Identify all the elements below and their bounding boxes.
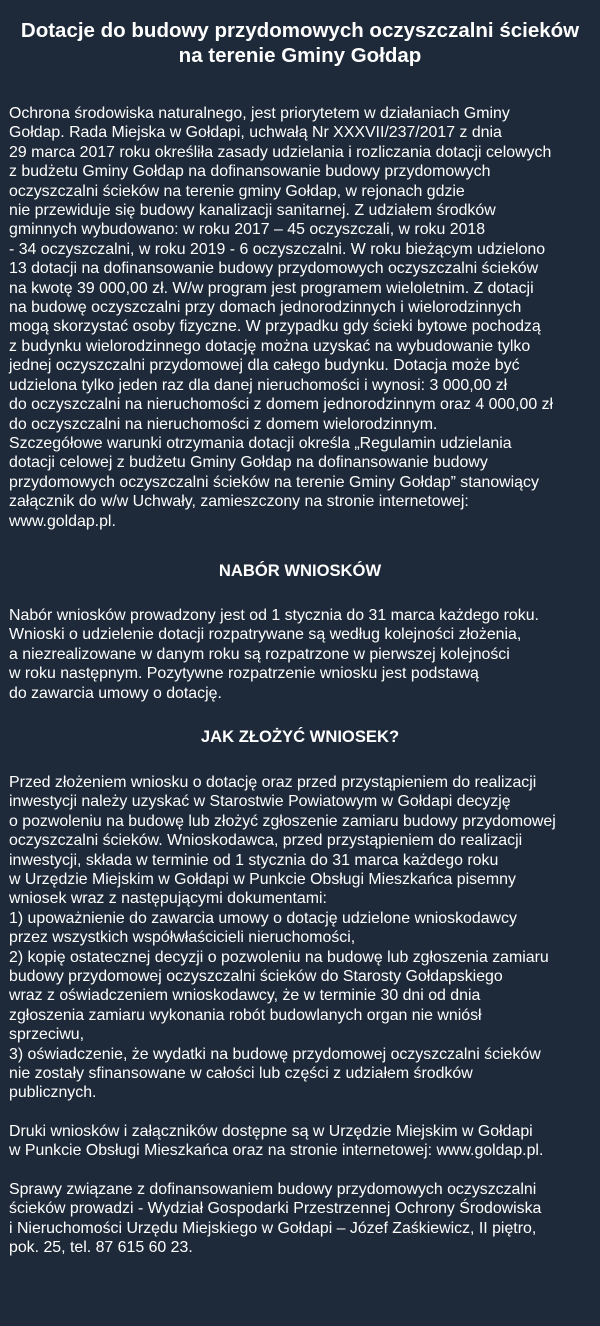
text-line: na kwotę 39 000,00 zł. W/w program jest programem wieloletnim. Z dotacji xyxy=(9,279,534,297)
text-line: Przed złożeniem wniosku o dotację oraz przed przystąpieniem do realizacji xyxy=(9,773,537,791)
text-line: Szczegółowe warunki otrzymania dotacji określa „Regulamin udzielania xyxy=(9,434,512,452)
text-line: wraz z oświadczeniem wnioskodawcy, że w terminie 30 dni od dnia xyxy=(9,987,481,1005)
intro-paragraph xyxy=(9,104,591,531)
text-line: budowy przydomowej oczyszczalni ścieków do Starosty Gołdapskiego xyxy=(9,968,503,986)
nabor-paragraph xyxy=(9,606,591,703)
text-line: przez wszystkich współwłaścicieli nieruchomości, xyxy=(9,929,356,947)
text-line: do zawarcia umowy o dotację. xyxy=(9,684,222,702)
text-line: do oczyszczalni na nieruchomości z domem jednorodzinnym oraz 4 000,00 zł xyxy=(9,396,554,414)
jak-paragraph xyxy=(9,773,591,1103)
text-line: jednej oczyszczalni przydomowej dla całego budynku. Dotacja może być xyxy=(9,357,520,375)
text-line: nie zostały sfinansowane w całości lub części z udziałem środków xyxy=(9,1065,473,1083)
text-line: 13 dotacji na dofinansowanie budowy przydomowych oczyszczalni ścieków xyxy=(9,260,539,278)
text-line: Nabór wniosków prowadzony jest od 1 stycznia do 31 marca każdego roku. xyxy=(9,606,539,624)
druki-paragraph xyxy=(9,1122,591,1161)
list-item: 1) upoważnienie do zawarcia umowy o dotację udzielone wnioskodawcy xyxy=(9,909,517,927)
text-line: pok. 25, tel. 87 615 60 23. xyxy=(9,1238,193,1256)
text-line: 29 marca 2017 roku określiła zasady udzielania i rozliczania dotacji celowych xyxy=(9,143,552,161)
text-line: mogą skorzystać osoby fizyczne. W przypadku gdy ścieki bytowe pochodzą xyxy=(9,318,541,336)
text-line: sprzeciwu, xyxy=(9,1026,85,1044)
text-line: wniosek wraz z następującymi dokumentami: xyxy=(9,890,327,908)
text-line: gminnych wybudowano: w roku 2017 – 45 oczyszczali, w roku 2018 xyxy=(9,221,486,239)
text-line: w roku następnym. Pozytywne rozpatrzenie wniosku jest podstawą xyxy=(9,665,479,683)
text-line: publicznych. xyxy=(9,1084,97,1102)
section-heading-jak: JAK ZŁOŻYĆ WNIOSEK? xyxy=(200,726,400,746)
text-line: Druki wniosków i załączników dostępne są w Urzędzie Miejskim w Gołdapi xyxy=(9,1122,533,1140)
text-line: udzielona tylko jeden raz dla danej nieruchomości i wynosi: 3 000,00 zł xyxy=(9,376,508,394)
text-line: oczyszczalni ścieków. Wnioskodawca, przed przystąpieniem do realizacji xyxy=(9,832,523,850)
text-line: Gołdap. Rada Miejska w Gołdapi, uchwałą Nr XXXVII/237/2017 z dnia xyxy=(9,124,502,142)
text-line: a niezrealizowane w danym roku są rozpatrzone w pierwszej kolejności xyxy=(9,645,510,663)
text-line: na budowę oczyszczalni przy domach jednorodzinnych i wielorodzinnych xyxy=(9,299,522,317)
text-line: inwestycji, składa w terminie od 1 stycznia do 31 marca każdego roku xyxy=(9,851,499,869)
text-line: Sprawy związane z dofinansowaniem budowy przydomowych oczyszczalni xyxy=(9,1180,537,1198)
text-line: do oczyszczalni na nieruchomości z domem wielorodzinnym. xyxy=(9,415,438,433)
text-line: ścieków prowadzi - Wydział Gospodarki Przestrzennej Ochrony Środowiska xyxy=(9,1200,542,1218)
text-line: w Punkcie Obsługi Mieszkańca oraz na stronie internetowej: www.goldap.pl. xyxy=(9,1142,544,1160)
text-line: nie przewiduje się budowy kanalizacji sanitarnej. Z udziałem środków xyxy=(9,202,496,220)
text-line: oczyszczalni ścieków na terenie gminy Gołdap, w rejonach gdzie xyxy=(9,182,465,200)
text-line: - 34 oczyszczalni, w roku 2019 - 6 oczyszczalni. W roku bieżącym udzielono xyxy=(9,240,546,258)
contact-paragraph xyxy=(9,1180,591,1258)
text-line: z budynku wielorodzinnego dotację można uzyskać na wybudowanie tylko xyxy=(9,337,531,355)
text-line: przydomowych oczyszczalni ścieków na terenie Gminy Gołdap” stanowiący xyxy=(9,473,539,491)
section-heading-nabor: NABÓR WNIOSKÓW xyxy=(218,560,382,580)
text-line: inwestycji należy uzyskać w Starostwie Powiatowym w Gołdapi decyzję xyxy=(9,793,511,811)
page-title xyxy=(9,18,591,68)
list-item: 2) kopię ostatecznej decyzji o pozwoleniu na budowę lub zgłoszenia zamiaru xyxy=(9,948,549,966)
text-line: w Urzędzie Miejskim w Gołdapi w Punkcie Obsługi Mieszkańca pisemny xyxy=(9,871,516,888)
text-line: Ochrona środowiska naturalnego, jest priorytetem w działaniach Gminy xyxy=(9,105,510,122)
text-line: i Nieruchomości Urzędu Miejskiego w Gołdapi – Józef Zaśkiewicz, II piętro, xyxy=(9,1219,537,1237)
text-line: Wnioski o udzielenie dotacji rozpatrywane są według kolejności złożenia, xyxy=(9,626,522,644)
title-line: Dotacje do budowy przydomowych oczyszczalni ścieków xyxy=(20,19,580,42)
website-link: www.goldap.pl. xyxy=(9,512,116,530)
text-line: zgłoszenia zamiaru wykonania robót budowlanych organ nie wniósł xyxy=(9,1006,482,1024)
text-line: dotacji celowej z budżetu Gminy Gołdap na dofinansowanie budowy xyxy=(9,454,488,472)
title-line: na terenie Gminy Gołdap xyxy=(178,44,422,67)
list-item: 3) oświadczenie, że wydatki na budowę przydomowej oczyszczalni ścieków xyxy=(9,1045,541,1063)
text-line: załącznik do w/w Uchwały, zamieszczony na stronie internetowej: xyxy=(9,493,469,511)
text-line: z budżetu Gminy Gołdap na dofinansowanie budowy przydomowych xyxy=(9,163,491,181)
text-line: o pozwoleniu na budowę lub złożyć zgłoszenie zamiaru budowy przydomowej xyxy=(9,812,556,830)
